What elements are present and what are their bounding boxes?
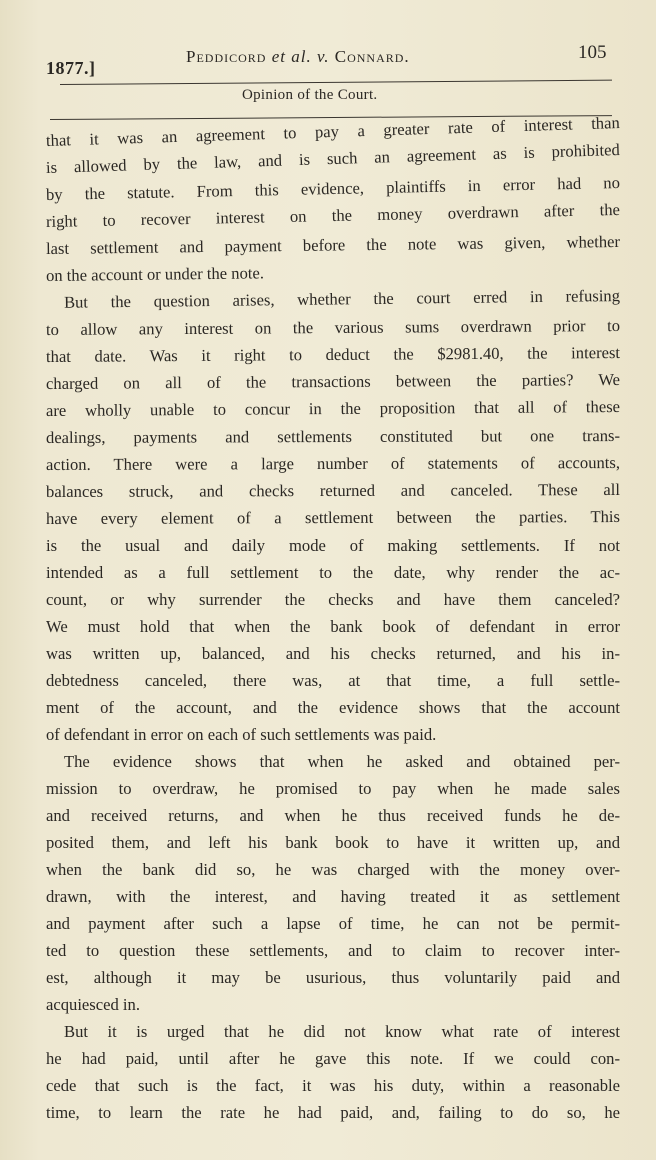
page-number: 105 [578, 42, 607, 63]
case-party-2: Connard. [334, 47, 410, 66]
text-line: debtedness canceled, there was, at that time, a full settle- [46, 671, 620, 690]
text-line: drawn, with the interest, and having treated it as settlement [46, 887, 620, 906]
running-title [186, 47, 410, 67]
page-header [0, 0, 656, 110]
text-line: he had paid, until after he gave this note. If we could con- [46, 1049, 620, 1068]
text-line: count, or why surrender the checks and have them canceled? [46, 590, 620, 609]
text-line: dealings, payments and settlements constituted but one trans- [45, 425, 621, 447]
text-line: The evidence shows that when he asked and obtained per- [64, 752, 620, 771]
text-line: But it is urged that he did not know what rate of interest [64, 1022, 620, 1041]
text-line: right to recover interest on the money overdrawn after the [45, 199, 621, 231]
text-line: mission to overdraw, he promised to pay when he made sales [46, 779, 620, 798]
text-line: that date. Was it right to deduct the $2981.40, the interest [45, 342, 621, 366]
text-line: have every element of a settlement between the parties. This [45, 506, 621, 528]
text-line: is the usual and daily mode of making settlements. If not [46, 536, 620, 555]
text-line: acquiesced in. [46, 995, 140, 1014]
opinion-text [45, 112, 621, 1126]
text-line: ted to question these settlements, and to claim to recover inter- [46, 941, 620, 960]
text-line: action. There were a large number of statements of accounts, [45, 452, 621, 474]
text-line: and payment after such a lapse of time, he can not be permit- [46, 914, 620, 933]
text-line: and received returns, and when he thus received funds he de- [46, 806, 620, 825]
text-line: cede that such is the fact, it was his duty, within a reasonable [46, 1076, 620, 1095]
text-line: est, although it may be usurious, thus voluntarily paid and [46, 968, 620, 987]
header-rule-top [60, 80, 612, 85]
case-versus: v. [316, 47, 330, 66]
text-line: charged on all of the transactions between the parties? We [45, 369, 621, 393]
text-line: by the statute. From this evidence, plaintiffs in error had no [45, 172, 621, 204]
text-line: is allowed by the law, and is such an agreement as is prohibited [45, 139, 621, 177]
text-line: But the question arises, whether the court erred in refusing [63, 285, 621, 312]
text-line: We must hold that when the bank book of defendant in error [46, 617, 620, 636]
text-line: are wholly unable to concur in the proposition that all of these [45, 396, 621, 420]
text-line: last settlement and payment before the note was given, whether [45, 231, 621, 258]
case-party-1: Peddicord [186, 47, 267, 66]
text-line: when the bank did so, he was charged with the money over- [46, 860, 620, 879]
text-line: that it was an agreement to pay a greater rate of interest than [45, 112, 621, 150]
text-line: was written up, balanced, and his checks returned, and his in- [46, 644, 620, 663]
text-line: balances struck, and checks returned and canceled. These all [45, 479, 621, 501]
case-etal: et al. [271, 47, 312, 66]
text-line: ment of the account, and the evidence shows that the account [46, 698, 620, 717]
text-line: posited them, and left his bank book to have it written up, and [46, 833, 620, 852]
year-label: 1877.] [46, 58, 96, 78]
text-line: on the account or under the note. [45, 263, 265, 285]
text-line: to allow any interest on the various sums overdrawn prior to [45, 315, 621, 339]
text-line: of defendant in error on each of such settlements was paid. [46, 725, 437, 744]
section-title: Opinion of the Court. [242, 87, 378, 103]
text-line: time, to learn the rate he had paid, and, failing to do so, he [46, 1103, 620, 1122]
text-line: intended as a full settlement to the date, why render the ac- [46, 563, 620, 582]
